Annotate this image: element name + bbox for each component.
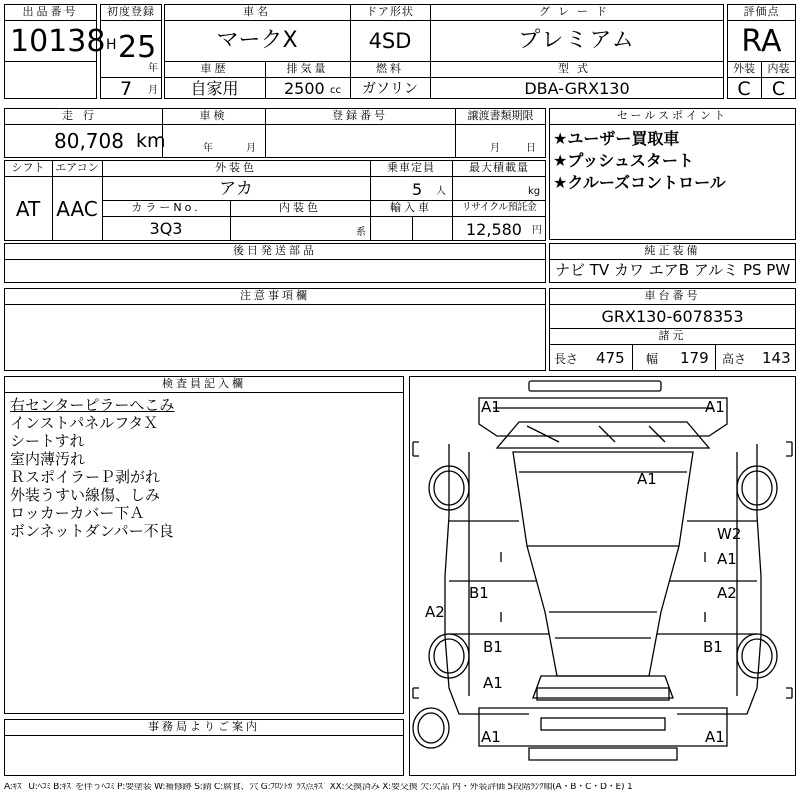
door-label: ドア形状 — [366, 5, 414, 18]
ac: AAC — [56, 197, 98, 221]
registration-label: 初度登録 — [107, 5, 155, 18]
dims-label: 諸元 — [658, 329, 687, 342]
inspector-note: ボンネットダンパー不良 — [10, 522, 174, 540]
chassis-label: 車台番号 — [644, 289, 701, 302]
reg-month-unit: 月 — [148, 85, 158, 96]
mileage-unit: km — [136, 130, 166, 152]
history-label: 車歴 — [200, 62, 229, 75]
width: 179 — [680, 349, 709, 367]
recycle-unit: 円 — [532, 225, 542, 236]
sales-point-2: ★プッシュスタート — [553, 151, 694, 170]
mileage-label: 走行 — [62, 109, 104, 122]
mark-left-sill-a1: A1 — [483, 674, 503, 692]
fuel-label: 燃料 — [376, 62, 404, 75]
fuel: ガソリン — [362, 81, 418, 97]
reg-year-unit: 年 — [148, 63, 158, 74]
displacement-label: 排気量 — [286, 62, 329, 75]
mark-right-door-a2: A2 — [717, 584, 737, 602]
transfer-label: 譲渡書類期限 — [467, 109, 534, 122]
capacity-unit: 人 — [436, 186, 446, 197]
transfer-month-unit: 月 — [490, 143, 500, 154]
mark-front-right: A1 — [705, 398, 725, 416]
inspector-label: 検査員記入欄 — [162, 377, 246, 390]
mark-right-front-a1: A1 — [717, 550, 737, 568]
car-diagram — [409, 376, 796, 776]
equipment-label: 純正装備 — [644, 244, 701, 257]
mileage: 80,708 — [54, 129, 124, 153]
inspector-note: ＲスポイラーＰ剥がれ — [10, 468, 161, 486]
model: DBA-GRX130 — [524, 79, 630, 98]
score-label: 評価点 — [743, 5, 780, 18]
inspector-note: 室内薄汚れ — [10, 450, 86, 468]
mark-hood: A1 — [637, 470, 657, 488]
sales-point-3: ★クルーズコントロール — [553, 173, 726, 192]
era: H — [106, 37, 117, 53]
load-unit: kg — [528, 186, 541, 197]
transfer-day-unit: 日 — [526, 143, 536, 154]
inspector-note: シートすれ — [10, 432, 85, 450]
equipment: ナビ TV カワ エアB アルミ PS PW — [555, 261, 791, 279]
int-color-unit: 系 — [356, 227, 366, 238]
shift-label: シフト — [11, 161, 45, 174]
capacity: 5 — [412, 180, 423, 199]
sales-point-1: ★ユーザー買取車 — [553, 129, 680, 148]
inspector-note: 外装うすい線傷、しみ — [10, 486, 161, 504]
int-color-label: 内装色 — [279, 201, 321, 214]
car-name: マークX — [216, 28, 298, 53]
displacement: 2500 — [284, 79, 325, 98]
car-name-label: 車名 — [243, 5, 271, 18]
inspection-label: 車検 — [199, 109, 228, 122]
score: RA — [741, 24, 782, 59]
int-label: 内装 — [767, 62, 790, 75]
recycle: 12,580 — [466, 220, 522, 239]
door: 4SD — [368, 29, 412, 53]
height: 143 — [762, 349, 791, 367]
ac-label: エアコン — [55, 161, 99, 174]
ext-color: アカ — [219, 179, 253, 199]
colorno: 3Q3 — [149, 219, 183, 238]
mark-right-rear-b1: B1 — [703, 638, 723, 656]
mark-rear-right: A1 — [705, 728, 725, 746]
mark-front-left: A1 — [481, 398, 501, 416]
height-label: 高さ — [722, 352, 747, 366]
grade-label: グレード — [539, 5, 615, 18]
sales-points-label: セールスポイント — [616, 109, 728, 122]
inspector-note: ロッカーカバー下Ａ — [10, 504, 145, 522]
reg-year: 25 — [118, 30, 157, 65]
chassis: GRX130-6078353 — [601, 307, 744, 326]
load-label: 最大積載量 — [469, 161, 529, 174]
ext-color-label: 外装色 — [215, 161, 257, 174]
capacity-label: 乗車定員 — [387, 161, 435, 174]
ext-label: 外装 — [733, 62, 755, 75]
inspection-month-unit: 月 — [246, 143, 256, 154]
int-rating: C — [771, 78, 786, 100]
mark-left-door-b1: B1 — [469, 584, 489, 602]
grade: プレミアム — [518, 28, 636, 53]
regno-label: 登録番号 — [332, 109, 388, 122]
mark-rear-left: A1 — [481, 728, 501, 746]
mark-left-rear-a2: A2 — [425, 603, 445, 621]
colorno-label: カラーNo. — [131, 201, 201, 214]
lot-label: 出品番号 — [22, 5, 79, 18]
caution-label: 注意事項欄 — [240, 289, 310, 302]
length: 475 — [596, 349, 625, 367]
ext-rating: C — [737, 78, 751, 100]
legend: A:ｷｽﾞ U:ﾍｺﾐ B:ｷｽﾞを伴うﾍｺﾐ P:要塗装 W:補修跡 S:錆 C:腐食、穴 G:ﾌﾛﾝﾄｶﾞﾗｽ点ｷｽﾞ XX:交換済み X:要交換 欠:欠品 内・外装評価 5段階ﾗﾝｸ順(A・B・C・D・E) 1 — [4, 783, 633, 792]
recycle-label: リサイクル預託金 — [461, 202, 537, 213]
length-label: 長さ — [554, 352, 579, 366]
mark-left-rear-b1: B1 — [483, 638, 503, 656]
lot-number: 10138 — [10, 24, 106, 59]
mark-right-front-w2: W2 — [717, 525, 742, 543]
history: 自家用 — [190, 79, 239, 98]
inspector-note: 右センターピラーへこみ — [10, 396, 175, 414]
width-label: 幅 — [646, 352, 659, 366]
displacement-unit: cc — [330, 85, 341, 96]
office-label: 事務局よりご案内 — [148, 720, 260, 733]
inspector-note: インストパネルフタＸ — [10, 414, 159, 432]
import-label: 輸入車 — [390, 201, 432, 214]
later-parts-label: 後日発送部品 — [233, 244, 317, 257]
reg-month: 7 — [120, 78, 133, 100]
model-label: 型式 — [558, 62, 596, 75]
inspection-year-unit: 年 — [203, 143, 213, 154]
shift: AT — [15, 197, 41, 221]
